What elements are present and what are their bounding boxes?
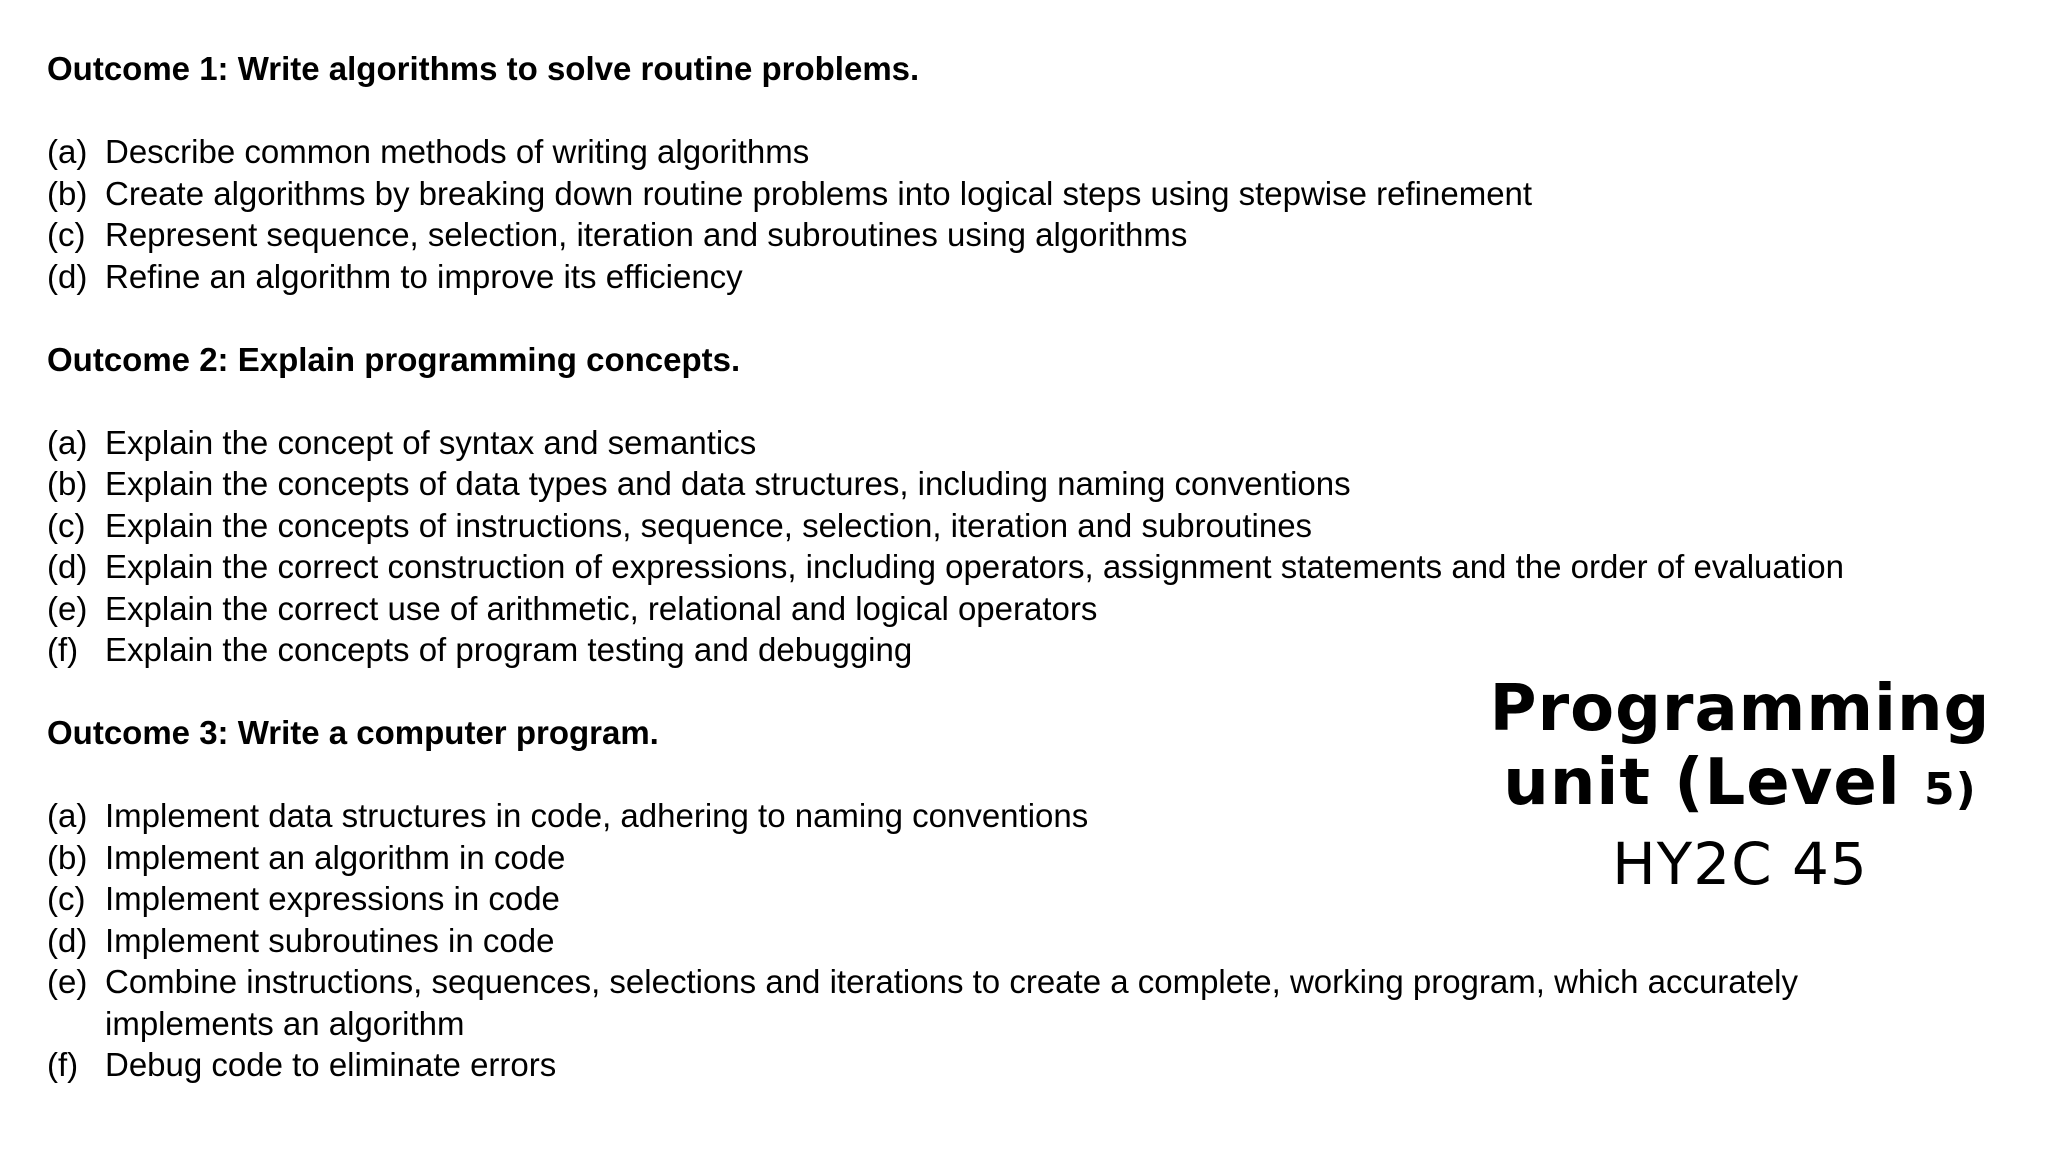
criterion-item: [47, 588, 1967, 630]
criterion-item: [47, 920, 1967, 962]
criterion-item: [47, 214, 1967, 256]
unit-code: HY2C 45: [1612, 830, 1868, 898]
unit-level-number: 5: [1923, 764, 1956, 815]
criterion-item: [47, 546, 1967, 588]
criterion-item: [47, 422, 1967, 464]
criterion-marker: (c): [47, 880, 86, 917]
criterion-text: Implement expressions in code: [105, 880, 560, 917]
criterion-marker: (a): [47, 423, 88, 461]
criterion-item: [47, 256, 1967, 298]
criterion-marker: (d): [47, 548, 88, 585]
outcome-2: [47, 339, 1967, 671]
criterion-item: [47, 463, 1967, 505]
criterion-text: Explain the concepts of data types and data structures, including naming conventions: [105, 465, 1351, 502]
criterion-marker: (a): [47, 797, 88, 834]
criterion-text: Create algorithms by breaking down routine problems into logical steps using stepwise refinement: [105, 174, 1533, 212]
criterion-marker: (c): [47, 506, 86, 544]
criteria-list: [47, 131, 1967, 297]
outcome-heading: Outcome 3: Write a computer program.: [47, 714, 659, 751]
outcomes-list: [47, 48, 1967, 1127]
criterion-text: Explain the correct use of arithmetic, relational and logical operators: [105, 589, 1098, 627]
criterion-text: Refine an algorithm to improve its efficiency: [105, 257, 743, 295]
criterion-marker: (b): [47, 465, 88, 502]
criterion-marker: (f): [47, 631, 79, 668]
criterion-item: [47, 961, 1967, 1044]
criterion-text: Implement data structures in code, adhering to naming conventions: [105, 797, 1089, 834]
criterion-text: Explain the concept of syntax and semantics: [105, 423, 757, 461]
criterion-marker: (b): [47, 174, 88, 212]
criterion-text: Explain the concepts of instructions, sequence, selection, iteration and subroutines: [105, 506, 1313, 544]
outcome-1: [47, 48, 1967, 297]
criteria-list: [47, 422, 1967, 671]
criterion-marker: (c): [47, 216, 86, 253]
criterion-text: Explain the correct construction of expressions, including operators, assignment statements and the order of evaluation: [105, 548, 1844, 585]
outcome-heading: Outcome 1: Write algorithms to solve routine problems.: [47, 50, 920, 87]
criterion-item: [47, 505, 1967, 547]
unit-level: [1440, 746, 2040, 827]
criterion-marker: (d): [47, 921, 88, 959]
criterion-text: Describe common methods of writing algorithms: [105, 133, 810, 170]
criterion-item: [47, 131, 1967, 173]
unit-level-suffix: ): [1955, 764, 1977, 815]
criterion-item: [47, 629, 1967, 671]
criterion-marker: (d): [47, 257, 88, 295]
outcome-heading: Outcome 2: Explain programming concepts.: [47, 340, 741, 378]
criterion-marker: (b): [47, 838, 88, 876]
criterion-text: Explain the concepts of program testing and debugging: [105, 631, 913, 668]
criterion-text: Combine instructions, sequences, selections and iterations to create a complete, working program, which accurately implements an algorithm: [105, 963, 1799, 1042]
criterion-item: [47, 1044, 1967, 1086]
criterion-item: [47, 173, 1967, 215]
unit-title-block: [1440, 672, 2040, 901]
criterion-text: Implement subroutines in code: [105, 921, 555, 959]
criterion-text: Debug code to eliminate errors: [105, 1046, 557, 1083]
criterion-marker: (e): [47, 589, 88, 627]
criterion-marker: (e): [47, 963, 88, 1000]
criterion-marker: (a): [47, 133, 88, 170]
criterion-text: Represent sequence, selection, iteration and subroutines using algorithms: [105, 216, 1188, 253]
criterion-text: Implement an algorithm in code: [105, 838, 566, 876]
unit-title: Programming: [1489, 672, 1991, 746]
unit-level-prefix: unit (Level: [1503, 746, 1924, 820]
criterion-marker: (f): [47, 1046, 79, 1083]
